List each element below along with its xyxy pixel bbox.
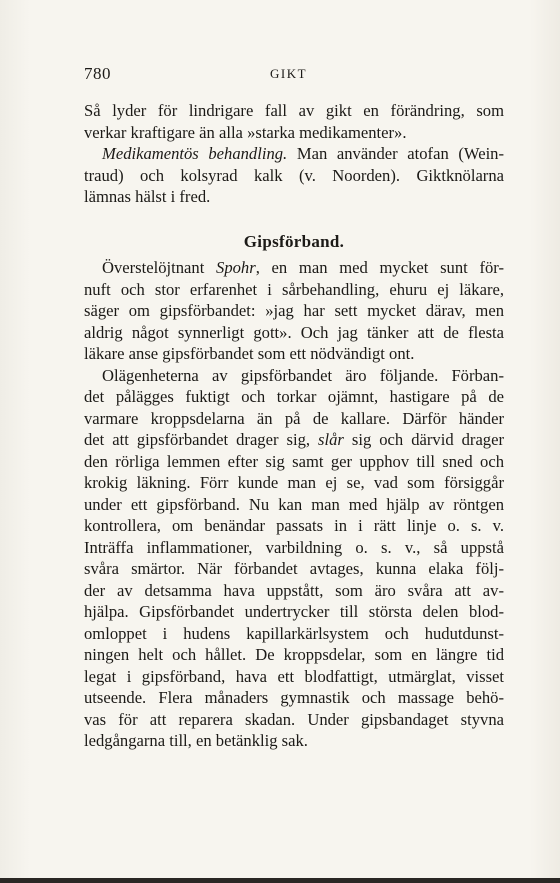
running-head: GIKT [270, 66, 308, 81]
text-line: legat i gipsförband, hava ett blodfattigt, utmärglat, visset [84, 666, 504, 686]
section-body [84, 257, 504, 752]
text-line: ningen helt och hållet. De kroppsdelar, som en längre tid [84, 645, 504, 664]
text-fragment: Man använder atofan (Wein- [296, 144, 505, 163]
italic-heading: Medikamentös behandling. [102, 144, 288, 163]
text-line [84, 257, 504, 279]
page-number: 780 [84, 64, 111, 83]
text-line: nuft och stor erfarenhet i sårbehandling, ehuru ej läkare, [84, 279, 504, 299]
text-line: vas för att reparera skadan. Under gipsbandaget styvna [84, 709, 504, 729]
text-line: varmare kroppsdelarna än på de kallare. Därför händer [84, 408, 504, 428]
italic-word: slår [318, 430, 344, 449]
text-line: hjälpa. Gipsförbandet undertrycker till största delen blod- [84, 602, 504, 621]
text-line: det pålägges fuktigt och torkar ojämnt, hastigare på de [84, 387, 504, 406]
text-line: der av detsamma hava uppstått, som äro svåra att av- [84, 580, 504, 600]
text-fragment: det att gipsförbandet drager sig, [84, 430, 311, 449]
text-line: under ett gipsförband. Nu kan man med hjälp av röntgen [84, 494, 504, 514]
text-fragment: sig och därvid drager [343, 430, 504, 449]
text-line: kontrollera, om benändar passats in i rätt linje o. s. v. [84, 516, 504, 535]
italic-name: Spohr [216, 258, 256, 277]
text-line: ledgångarna till, en betänklig sak. [84, 731, 308, 750]
text-line: läkare anse gipsförbandet som ett nödvändigt ont. [84, 344, 415, 363]
text-line: verkar kraftigare än alla »starka medikamenter». [84, 122, 407, 142]
text-line [84, 143, 504, 165]
text-line: lämnas hälst i fred. [84, 187, 211, 206]
text-line: Olägenheterna av gipsförbandet äro följande. Förban- [102, 365, 504, 385]
text-line: aldrig något synnerligt gott». Och jag tänker att de flesta [84, 322, 504, 342]
text-line: traud) och kolsyrad kalk (v. Noorden). Giktknölarna [84, 165, 504, 185]
text-line: svåra smärtor. När förbandet avtages, kunna elaka följ- [84, 559, 504, 578]
text-fragment: Överstelöjtnant [102, 258, 205, 277]
page-header [84, 64, 504, 88]
text-line: utseende. Flera månaders gymnastik och massage behö- [84, 688, 504, 707]
text-line: säger om gipsförbandet: »jag har sett mycket därav, men [84, 301, 504, 320]
intro-paragraphs [84, 100, 504, 208]
text-line: omloppet i hudens kapillarkärlsystem och hudutdunst- [84, 623, 504, 643]
text-line [84, 429, 504, 451]
scan-edge [0, 878, 560, 883]
text-fragment: , en man med mycket sunt för- [255, 258, 504, 277]
section-title: Gipsförband. [243, 232, 345, 251]
text-line: krokig läkning. Förr kunde man ej se, vad som försiggår [84, 473, 504, 492]
text-line: Så lyder för lindrigare fall av gikt en förändring, som [84, 101, 504, 120]
text-line: Inträffa inflammationer, varbildning o. s. v., så uppstå [84, 537, 504, 557]
text-line: den rörliga lemmen efter sig samt ger upphov till sned och [84, 451, 504, 471]
